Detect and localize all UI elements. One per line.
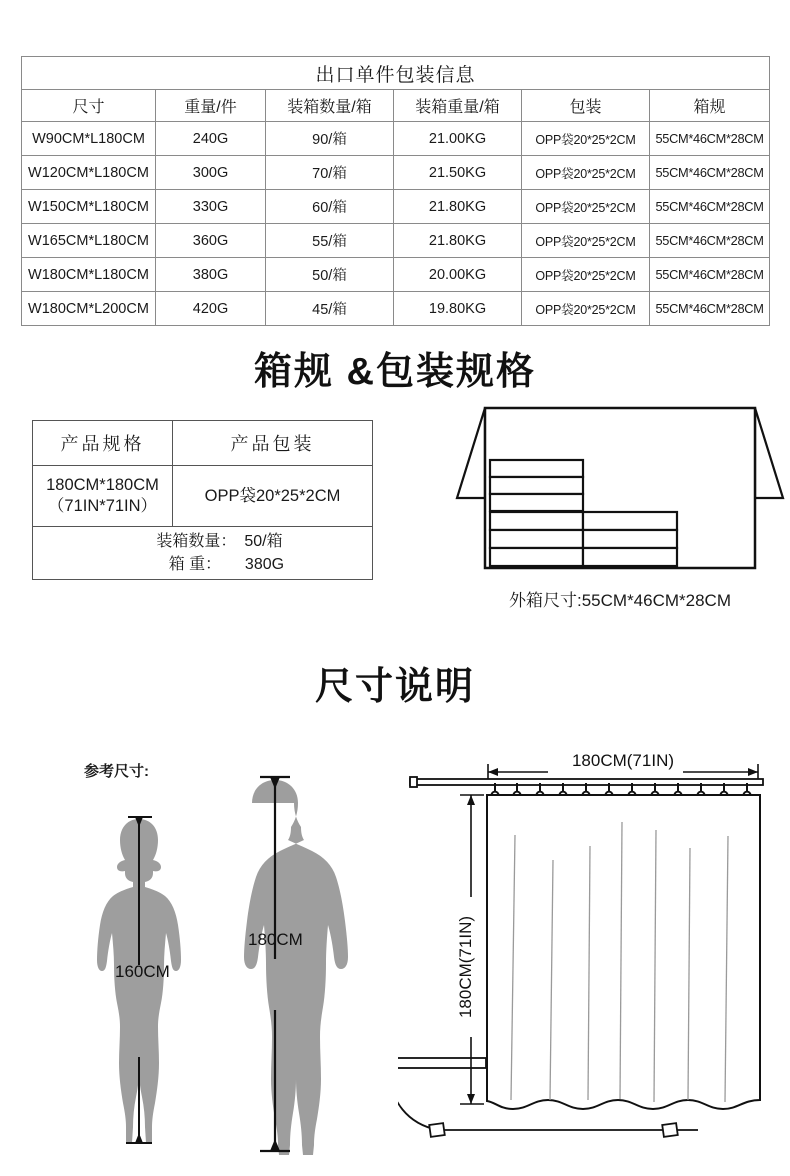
column-header-weight-per-carton: 装箱重量/箱 xyxy=(394,90,522,122)
table-row xyxy=(22,156,770,190)
cell-packaging: OPP袋20*25*2CM xyxy=(522,122,650,156)
cell-carton-weight: 20.00KG xyxy=(394,258,522,292)
carton-bag xyxy=(583,530,677,548)
male-silhouette xyxy=(244,780,348,1155)
cell-size: W120CM*L180CM xyxy=(22,156,156,190)
carton-bag xyxy=(490,494,583,511)
reference-size-label: 参考尺寸: xyxy=(84,763,149,780)
column-header-product-packaging: 产品包装 xyxy=(173,421,373,466)
table-row xyxy=(22,224,770,258)
carton-bag xyxy=(490,460,583,477)
carton-bag xyxy=(490,530,583,548)
cell-packaging: OPP袋20*25*2CM xyxy=(522,292,650,326)
carton-flap-left xyxy=(457,408,485,498)
carton-bag xyxy=(490,512,583,530)
carton-weight-value: 380G xyxy=(244,556,285,573)
table-row xyxy=(22,122,770,156)
column-header-weight-per-piece: 重量/件 xyxy=(156,90,266,122)
shower-curtain-diagram xyxy=(398,752,790,1172)
cell-weight: 360G xyxy=(156,224,266,258)
cell-carton-summary xyxy=(33,527,373,580)
carton-qty-value: 50/箱 xyxy=(244,533,283,550)
cell-product-size xyxy=(33,466,173,527)
table-row xyxy=(22,190,770,224)
section-heading-box-spec: 箱规 &包装规格 xyxy=(253,351,536,393)
cell-weight: 240G xyxy=(156,122,266,156)
spec-header-row xyxy=(33,421,373,466)
spec-value-row xyxy=(33,466,373,527)
cell-qty: 70/箱 xyxy=(266,156,394,190)
rod-end-cap-icon xyxy=(410,777,417,787)
column-header-packaging: 包装 xyxy=(522,90,650,122)
carton-qty-label: 装箱数量： xyxy=(156,533,237,550)
cell-packaging: OPP袋20*25*2CM xyxy=(522,224,650,258)
column-header-product-spec: 产品规格 xyxy=(33,421,173,466)
cell-carton-spec: 55CM*46CM*28CM xyxy=(650,122,770,156)
table-header-row xyxy=(22,90,770,122)
carton-weight-label: 箱 重： xyxy=(168,556,222,573)
spec-footer-row xyxy=(33,527,373,580)
cell-weight: 330G xyxy=(156,190,266,224)
carton-dimension-caption: 外箱尺寸:55CM*46CM*28CM xyxy=(509,591,731,610)
export-packing-title: 出口单件包装信息 xyxy=(22,57,770,90)
export-packing-table-container xyxy=(21,56,769,326)
table-row xyxy=(22,292,770,326)
cell-weight: 420G xyxy=(156,292,266,326)
carton-diagram xyxy=(455,400,785,580)
cell-packaging: OPP袋20*25*2CM xyxy=(522,156,650,190)
cell-size: W90CM*L180CM xyxy=(22,122,156,156)
cell-carton-weight: 21.00KG xyxy=(394,122,522,156)
curtain-height-label: 180CM(71IN) xyxy=(456,915,475,1019)
cell-weight: 380G xyxy=(156,258,266,292)
carton-flap-right xyxy=(755,408,783,498)
product-size-cm: 180CM*180CM xyxy=(46,476,159,494)
cell-size: W180CM*L200CM xyxy=(22,292,156,326)
product-spec-table-container xyxy=(32,420,372,580)
section-heading-size-description: 尺寸说明 xyxy=(314,666,475,708)
cell-size: W180CM*L180CM xyxy=(22,258,156,292)
cell-qty: 60/箱 xyxy=(266,190,394,224)
column-header-size: 尺寸 xyxy=(22,90,156,122)
table-row xyxy=(22,258,770,292)
cell-qty: 90/箱 xyxy=(266,122,394,156)
tub-foot xyxy=(662,1123,678,1137)
cell-carton-spec: 55CM*46CM*28CM xyxy=(650,292,770,326)
carton-weight-line xyxy=(59,553,372,576)
product-size-in: （71IN*71IN） xyxy=(47,497,158,515)
carton-bag-stack-upper xyxy=(490,460,583,511)
cell-carton-spec: 55CM*46CM*28CM xyxy=(650,156,770,190)
cell-packaging: OPP袋20*25*2CM xyxy=(522,190,650,224)
carton-bag xyxy=(490,548,583,566)
table-title-row xyxy=(22,57,770,90)
cell-carton-spec: 55CM*46CM*28CM xyxy=(650,190,770,224)
carton-bag-stack-lower xyxy=(490,512,677,566)
cell-qty: 45/箱 xyxy=(266,292,394,326)
column-header-carton-spec: 箱规 xyxy=(650,90,770,122)
export-packing-table xyxy=(21,56,770,326)
cell-packaging: OPP袋20*25*2CM xyxy=(522,258,650,292)
column-header-qty-per-carton: 装箱数量/箱 xyxy=(266,90,394,122)
male-height-label: 180CM xyxy=(248,930,303,949)
cell-carton-weight: 21.50KG xyxy=(394,156,522,190)
cell-qty: 50/箱 xyxy=(266,258,394,292)
carton-qty-line xyxy=(59,530,372,553)
cell-carton-spec: 55CM*46CM*28CM xyxy=(650,224,770,258)
human-reference-figures xyxy=(60,755,400,1155)
cell-carton-weight: 21.80KG xyxy=(394,224,522,258)
carton-bag xyxy=(490,477,583,494)
cell-product-packaging: OPP袋20*25*2CM xyxy=(173,466,373,527)
female-height-label: 160CM xyxy=(115,962,170,981)
cell-qty: 55/箱 xyxy=(266,224,394,258)
cell-carton-weight: 21.80KG xyxy=(394,190,522,224)
product-spec-table xyxy=(32,420,373,580)
cell-size: W165CM*L180CM xyxy=(22,224,156,258)
curtain-width-label: 180CM(71IN) xyxy=(571,752,675,770)
carton-bag xyxy=(583,512,677,530)
cell-size: W150CM*L180CM xyxy=(22,190,156,224)
carton-summary-lines xyxy=(33,530,372,576)
tub-foot xyxy=(429,1123,445,1137)
cell-weight: 300G xyxy=(156,156,266,190)
cell-carton-spec: 55CM*46CM*28CM xyxy=(650,258,770,292)
carton-bag xyxy=(583,548,677,566)
cell-carton-weight: 19.80KG xyxy=(394,292,522,326)
curtain-panel xyxy=(487,795,760,1109)
